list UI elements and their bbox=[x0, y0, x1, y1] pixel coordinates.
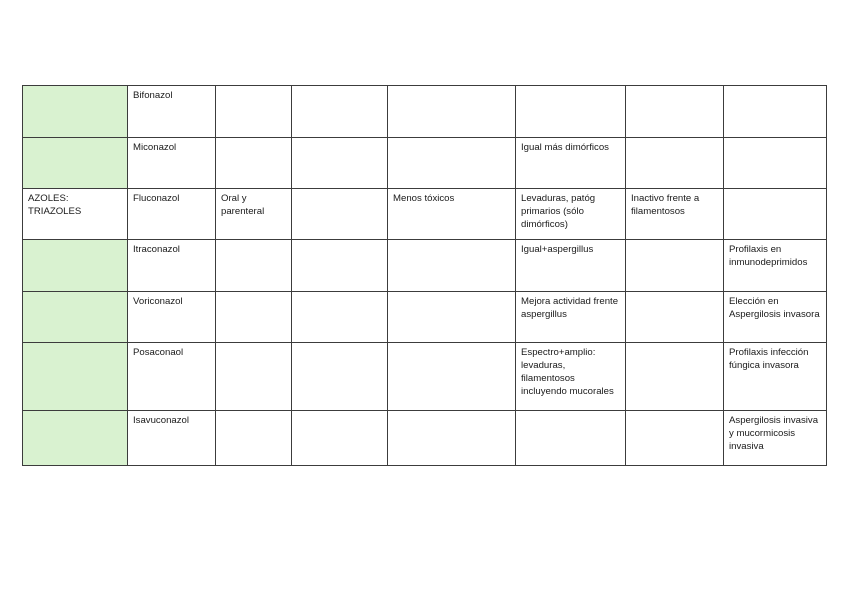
table-cell bbox=[216, 86, 292, 138]
table-cell: Espectro+amplio: levaduras, filamentosos incluyendo mucorales bbox=[516, 343, 626, 411]
table-cell bbox=[724, 189, 827, 240]
table-cell bbox=[626, 411, 724, 466]
table-cell bbox=[292, 240, 388, 292]
table-row bbox=[23, 138, 827, 189]
table-cell: Profilaxis en inmunodeprimidos bbox=[724, 240, 827, 292]
table-cell bbox=[292, 411, 388, 466]
drug-name-cell: Miconazol bbox=[128, 138, 216, 189]
table-cell bbox=[292, 343, 388, 411]
drug-name-cell: Fluconazol bbox=[128, 189, 216, 240]
table-cell: Elección en Aspergilosis invasora bbox=[724, 292, 827, 343]
table-cell bbox=[516, 86, 626, 138]
table-cell bbox=[626, 138, 724, 189]
table-cell bbox=[216, 411, 292, 466]
table-cell: Mejora actividad frente aspergillus bbox=[516, 292, 626, 343]
table-cell bbox=[388, 86, 516, 138]
table-row bbox=[23, 86, 827, 138]
table-cell: Profilaxis infección fúngica invasora bbox=[724, 343, 827, 411]
table-cell bbox=[388, 343, 516, 411]
group-cell bbox=[23, 138, 128, 189]
group-cell bbox=[23, 343, 128, 411]
table-cell: Oral y parenteral bbox=[216, 189, 292, 240]
group-cell bbox=[23, 240, 128, 292]
table-cell bbox=[292, 138, 388, 189]
table-cell: Aspergilosis invasiva y mucormicosis invasiva bbox=[724, 411, 827, 466]
table-cell: Igual más dimórficos bbox=[516, 138, 626, 189]
table-cell bbox=[292, 292, 388, 343]
table-cell bbox=[216, 343, 292, 411]
table-row bbox=[23, 189, 827, 240]
drug-name-cell: Bifonazol bbox=[128, 86, 216, 138]
table-cell bbox=[216, 292, 292, 343]
table-cell bbox=[724, 138, 827, 189]
table-cell bbox=[626, 343, 724, 411]
table-cell bbox=[724, 86, 827, 138]
table-cell: Inactivo frente a filamentosos bbox=[626, 189, 724, 240]
table-cell bbox=[626, 240, 724, 292]
table-cell bbox=[388, 292, 516, 343]
table-cell bbox=[626, 292, 724, 343]
table-row bbox=[23, 411, 827, 466]
table-cell bbox=[292, 86, 388, 138]
group-label-cell: AZOLES: TRIAZOLES bbox=[23, 189, 128, 240]
table-cell bbox=[626, 86, 724, 138]
group-cell bbox=[23, 86, 128, 138]
table-cell: Levaduras, patóg primarios (sólo dimórficos) bbox=[516, 189, 626, 240]
table-cell bbox=[216, 138, 292, 189]
table-cell: Menos tóxicos bbox=[388, 189, 516, 240]
group-cell bbox=[23, 411, 128, 466]
table-row bbox=[23, 343, 827, 411]
antifungal-azoles-table bbox=[22, 85, 827, 466]
table-row bbox=[23, 292, 827, 343]
group-cell bbox=[23, 292, 128, 343]
table-cell: Igual+aspergillus bbox=[516, 240, 626, 292]
drug-name-cell: Posaconaol bbox=[128, 343, 216, 411]
table-cell bbox=[388, 138, 516, 189]
drug-name-cell: Isavuconazol bbox=[128, 411, 216, 466]
table-cell bbox=[516, 411, 626, 466]
table-cell bbox=[216, 240, 292, 292]
table-row bbox=[23, 240, 827, 292]
table-cell bbox=[292, 189, 388, 240]
drug-name-cell: Voriconazol bbox=[128, 292, 216, 343]
table-cell bbox=[388, 240, 516, 292]
drug-name-cell: Itraconazol bbox=[128, 240, 216, 292]
table-cell bbox=[388, 411, 516, 466]
